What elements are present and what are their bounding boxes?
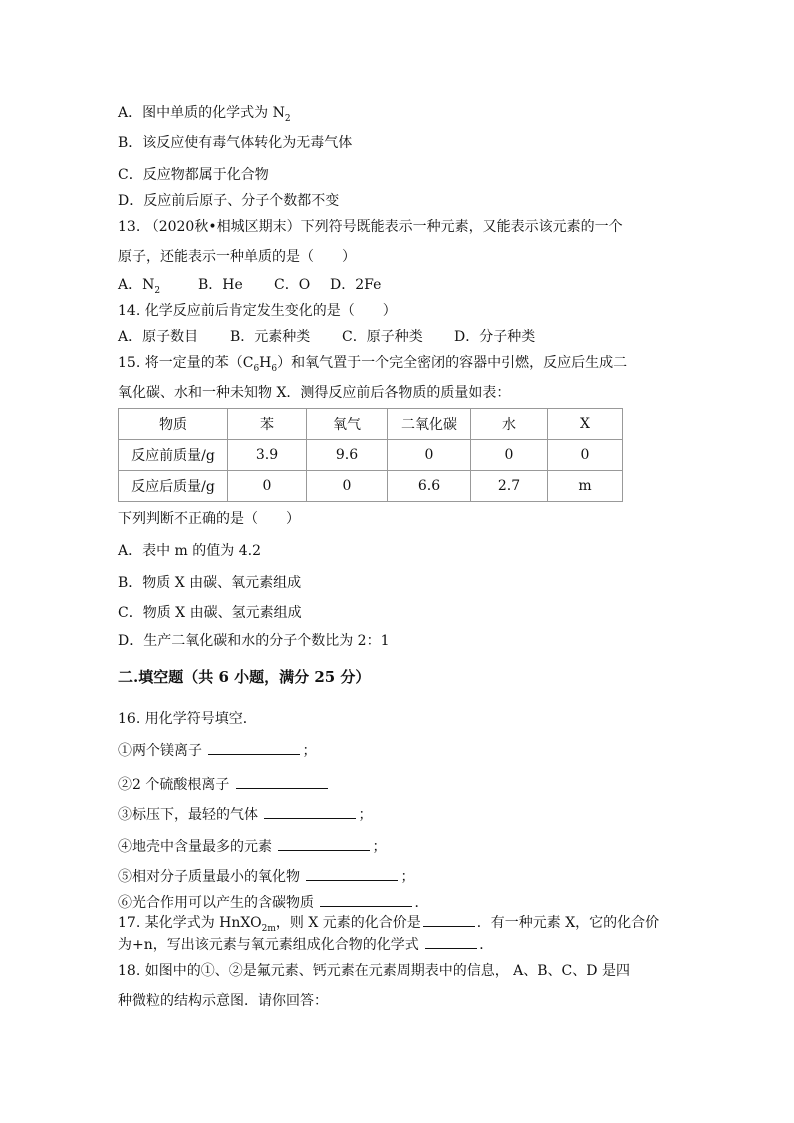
table-header-row: 物质 苯 氧气 二氧化碳 水 X [119, 409, 623, 440]
q15-option-a: A．表中 m 的值为 4.2 [118, 543, 262, 559]
q17-line1: 17. 某化学式为 HnXO$_{2m}$，则 X 元素的化合价是 ．有一种元素 X，它的化合价 [118, 912, 659, 932]
q16-stem: 16. 用化学符号填空． [118, 711, 257, 727]
q13-option-d: D．2Fe [330, 277, 382, 293]
answer-blank[interactable] [236, 774, 328, 789]
answer-blank[interactable] [425, 934, 477, 949]
q12-option-d: D．反应前后原子、分子个数都不变 [118, 193, 340, 209]
q15-option-d: D．生产二氧化碳和水的分子个数比为 2：1 [118, 633, 390, 649]
q15-option-c: C．物质 X 由碳、氢元素组成 [118, 605, 302, 621]
q13-option-b: B．He [198, 277, 243, 293]
table-row: 反应后质量/g 0 0 6.6 2.7 m [119, 471, 623, 502]
answer-blank[interactable] [264, 804, 356, 819]
answer-blank[interactable] [208, 740, 300, 755]
q16-item-4: ④地壳中含量最多的元素 ； [118, 836, 386, 856]
answer-blank[interactable] [306, 866, 398, 881]
table-row: 反应前质量/g 3.9 9.6 0 0 0 [119, 440, 623, 471]
section-heading: 二.填空题（共 6 小题，满分 25 分） [118, 668, 371, 686]
q18-stem-line1: 18. 如图中的①、②是氟元素、钙元素在元素周期表中的信息， A、B、C、D 是四 [118, 963, 630, 979]
q13-option-a: A．$N_2$ [118, 277, 161, 296]
q17-line2: 为+n，写出该元素与氧元素组成化合物的化学式 ． [118, 934, 493, 954]
q15-stem-line2: 氧化碳、水和一种未知物 X．测得反应前后各物质的质量如表： [118, 385, 511, 401]
answer-blank[interactable] [278, 836, 370, 851]
q13-options [118, 276, 381, 294]
answer-blank[interactable] [320, 892, 412, 907]
answer-blank[interactable] [423, 912, 475, 927]
q14-stem: 14. 化学反应前后肯定发生变化的是（ ） [118, 303, 397, 319]
q18-stem-line2: 种微粒的结构示意图．请你回答： [118, 993, 328, 1009]
q16-item-2: ②2 个硫酸根离子 [118, 774, 330, 794]
q15-stem-line1: 15. 将一定量的苯$(C_6H_6)$和氧气置于一个完全密闭的容器中引燃，反应后生成二 [118, 355, 628, 374]
q16-item-3: ③标压下，最轻的气体 ； [118, 804, 372, 824]
q15-question: 下列判断不正确的是（ ） [118, 511, 300, 527]
q13-stem-line2: 原子，还能表示一种单质的是（ ） [118, 249, 356, 265]
q16-item-1: ①两个镁离子 ； [118, 740, 316, 760]
q16-item-5: ⑤相对分子质量最小的氧化物 ； [118, 866, 414, 886]
q12-option-c: C．反应物都属于化合物 [118, 167, 269, 183]
q14-options: A．原子数目 B．元素种类 C．原子种类 D．分子种类 [118, 329, 536, 345]
q12-option-b: B．该反应使有毒气体转化为无毒气体 [118, 135, 353, 151]
q13-option-c: C．O [274, 277, 311, 293]
q16-item-6: ⑥光合作用可以产生的含碳物质 ． [118, 892, 428, 912]
q15-option-b: B．物质 X 由碳、氧元素组成 [118, 575, 302, 591]
q13-stem-line1: 13. （2020秋•相城区期末）下列符号既能表示一种元素，又能表示该元素的一个 [118, 219, 623, 235]
q12-option-a: A．图中单质的化学式为 $N_2$ [118, 105, 291, 124]
mass-table [118, 408, 623, 502]
